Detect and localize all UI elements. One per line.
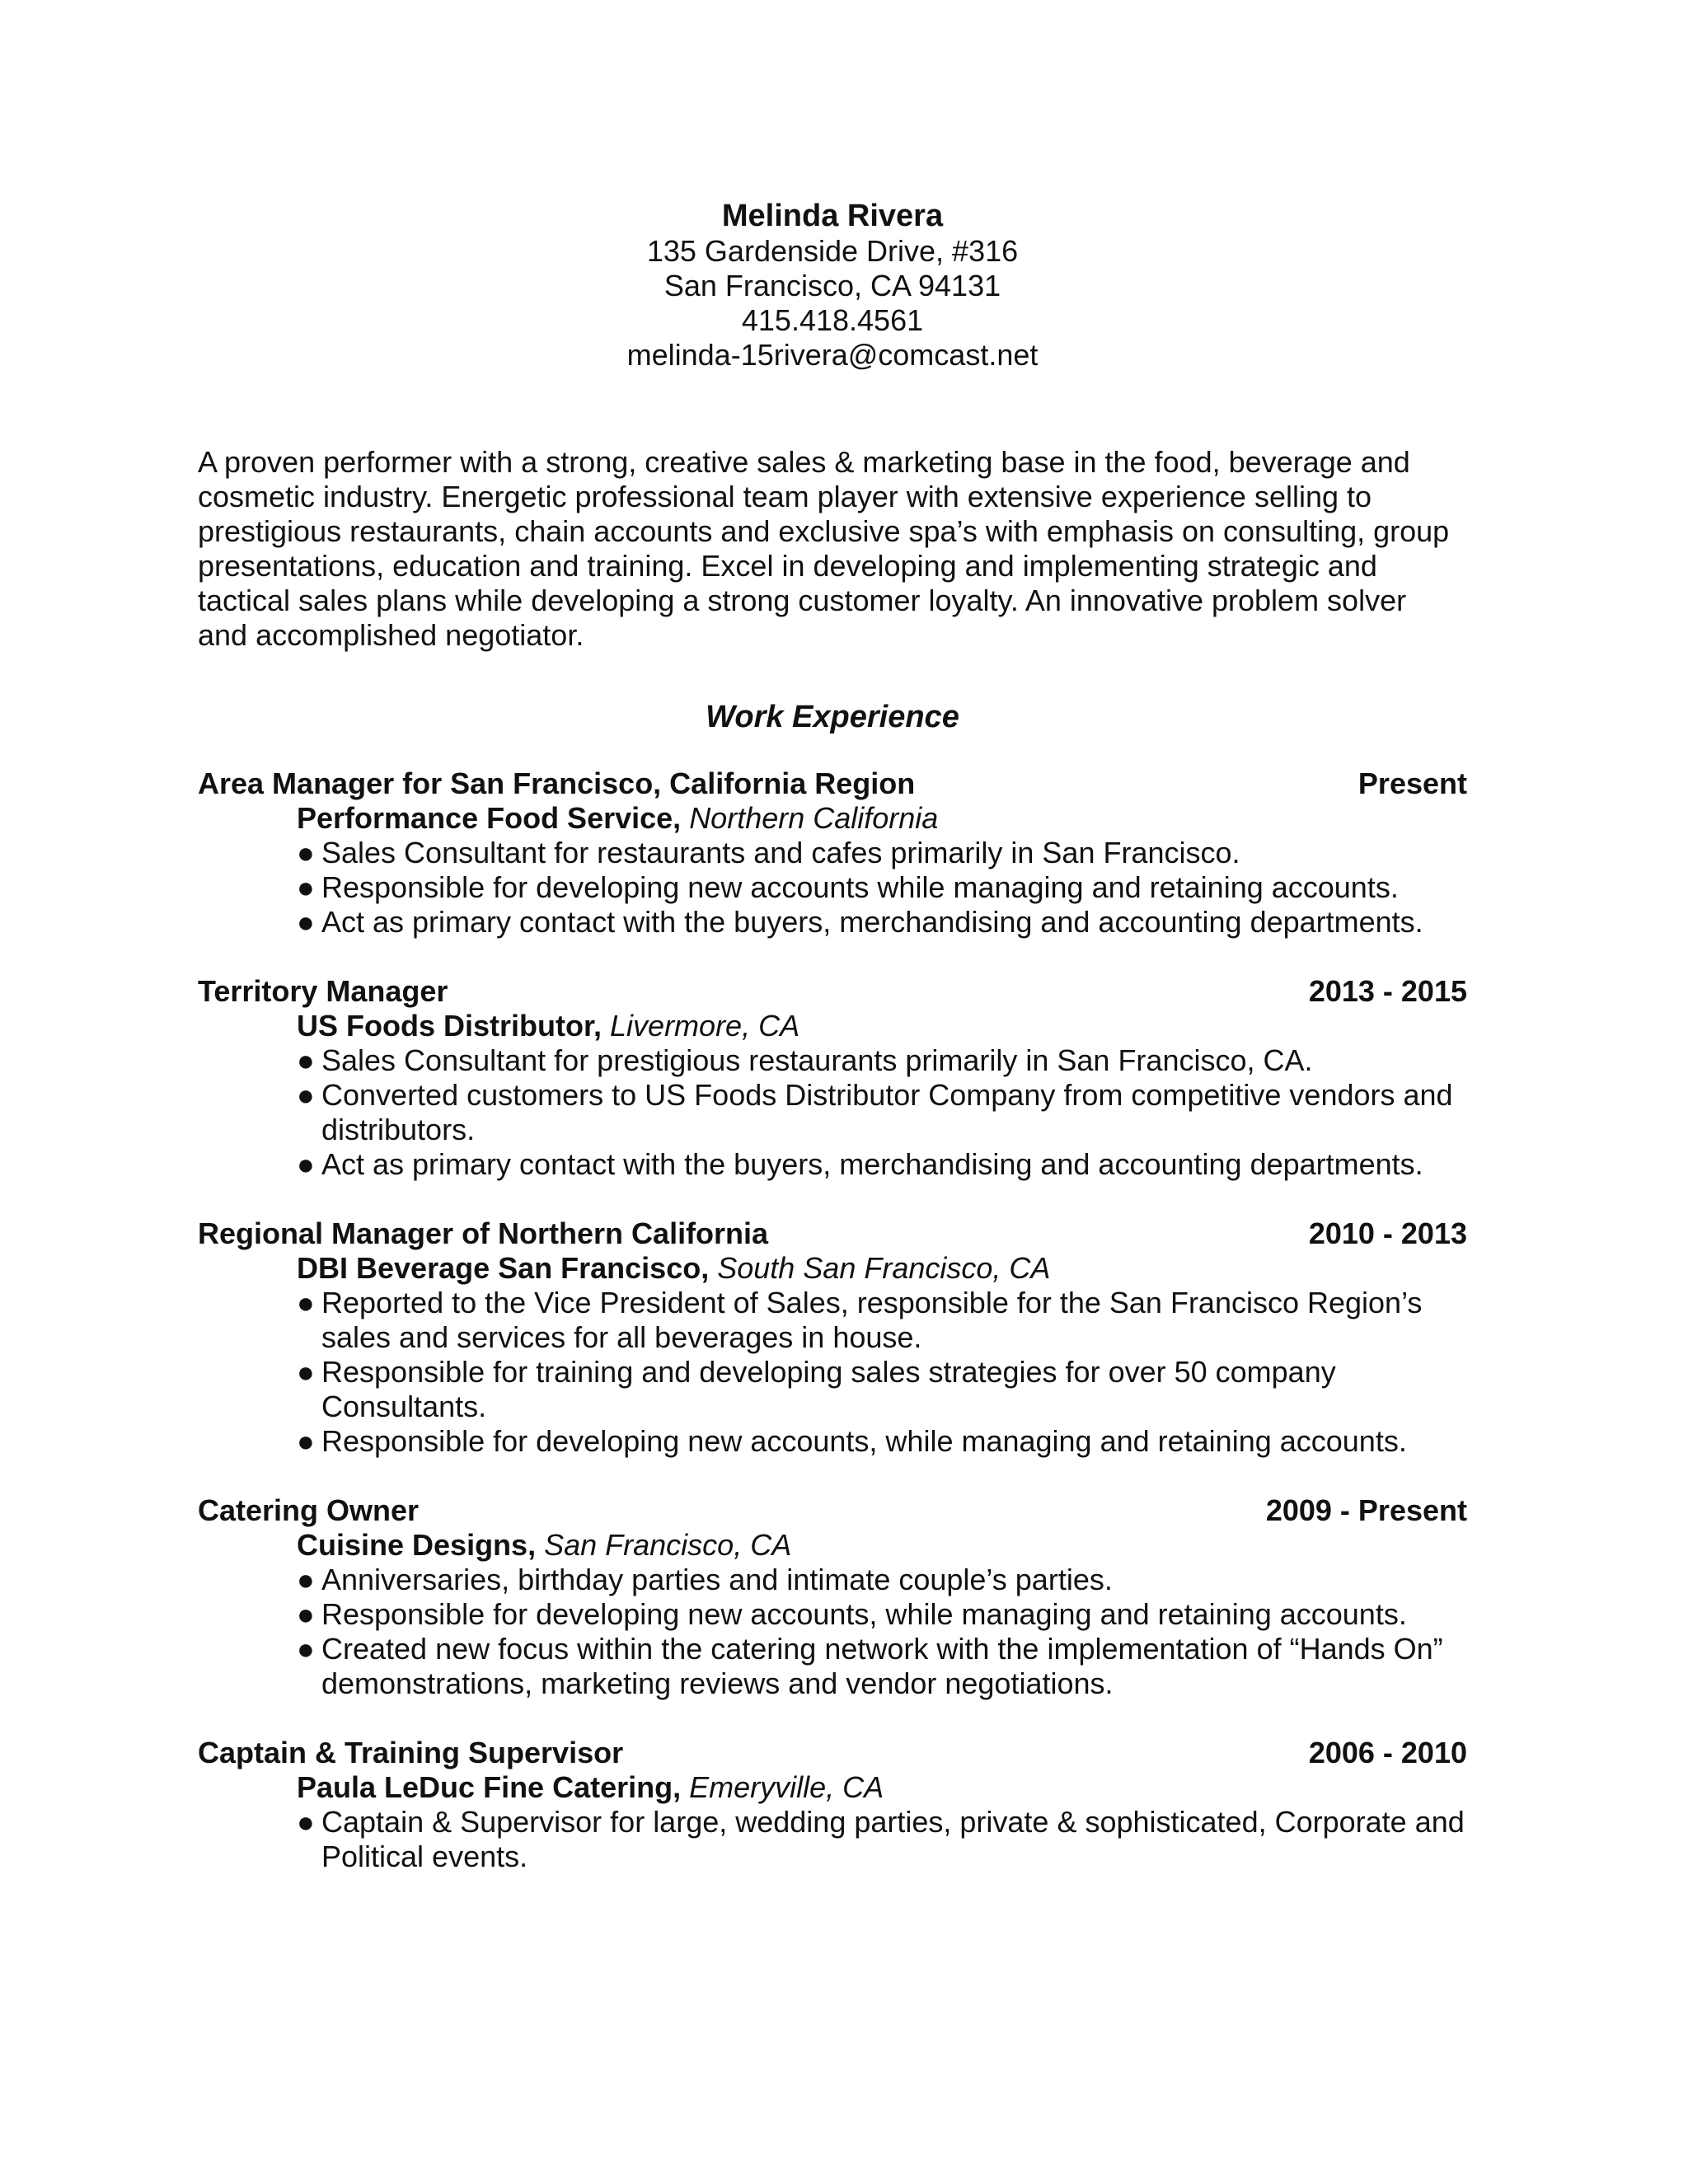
bullet-icon: ● — [297, 1286, 315, 1319]
bullet-text: Act as primary contact with the buyers, merchandising and accounting departments. — [321, 905, 1423, 939]
resume-page — [198, 198, 1467, 1909]
list-item — [297, 905, 1467, 940]
list-item — [297, 1597, 1467, 1632]
job-bullet-list — [198, 1043, 1467, 1182]
job-bullet-list — [198, 1805, 1467, 1874]
job-dates: 2013 - 2015 — [1308, 974, 1467, 1008]
job-company-line — [198, 1528, 1467, 1563]
job-entry — [198, 1736, 1467, 1874]
bullet-icon: ● — [297, 1805, 315, 1839]
job-title: Regional Manager of Northern California — [198, 1216, 769, 1250]
email-address: melinda-15rivera@comcast.net — [626, 338, 1039, 372]
bullet-text: Responsible for training and developing sales strategies for over 50 company Consultants. — [321, 1355, 1336, 1423]
company-location: Northern California — [689, 801, 939, 835]
job-company-line — [198, 801, 1467, 836]
job-entry — [198, 1493, 1467, 1701]
bullet-text: Captain & Supervisor for large, wedding parties, private & sophisticated, Corporate and Political events. — [321, 1805, 1465, 1873]
job-company-line — [198, 1251, 1467, 1286]
job-dates: Present — [1357, 766, 1467, 800]
job-header — [198, 766, 1467, 801]
company-name: DBI Beverage San Francisco, — [297, 1251, 710, 1285]
list-item — [297, 1632, 1467, 1701]
job-bullet-list — [198, 836, 1467, 940]
list-item — [297, 1078, 1467, 1147]
job-entry — [198, 1216, 1467, 1459]
bullet-icon: ● — [297, 1355, 315, 1389]
company-location: South San Francisco, CA — [717, 1251, 1051, 1285]
bullet-text: Act as primary contact with the buyers, merchandising and accounting departments. — [321, 1147, 1423, 1181]
bullet-text: Converted customers to US Foods Distributor Company from competitive vendors and distributors. — [321, 1078, 1453, 1146]
job-bullet-list — [198, 1563, 1467, 1701]
job-dates: 2009 - Present — [1265, 1493, 1467, 1527]
phone-number: 415.418.4561 — [741, 303, 924, 337]
bullet-icon: ● — [297, 836, 315, 869]
work-experience-list — [198, 766, 1467, 1874]
job-header — [198, 1736, 1467, 1770]
section-title-work-experience: Work Experience — [706, 700, 959, 734]
job-title: Territory Manager — [198, 974, 448, 1008]
job-bullet-list — [198, 1286, 1467, 1459]
job-header — [198, 974, 1467, 1009]
company-name: Performance Food Service, — [297, 801, 682, 835]
professional-summary: A proven performer with a strong, creative sales & marketing base in the food, beverage and cosmetic industry. Energetic professional team player with extensive experience selling to prestigious restaurants, chain accounts and exclusive spa’s with emphasis on consulting, group presentations, education and training. Excel in developing and implementing strategic and tactical sales plans while developing a strong customer loyalty. An innovative problem solver and accomplished negotiator. — [198, 445, 1450, 652]
job-dates: 2006 - 2010 — [1308, 1736, 1467, 1769]
bullet-icon: ● — [297, 1424, 315, 1458]
list-item — [297, 1805, 1467, 1874]
job-title: Area Manager for San Francisco, California Region — [198, 766, 916, 800]
address-line-1: 135 Gardenside Drive, #316 — [646, 234, 1019, 268]
bullet-icon: ● — [297, 1632, 315, 1666]
list-item — [297, 836, 1467, 870]
bullet-text: Responsible for developing new accounts while managing and retaining accounts. — [321, 870, 1399, 904]
job-company-line — [198, 1009, 1467, 1043]
company-name: Paula LeDuc Fine Catering, — [297, 1770, 682, 1804]
bullet-text: Responsible for developing new accounts, while managing and retaining accounts. — [321, 1597, 1407, 1631]
list-item — [297, 1286, 1467, 1355]
company-location: Livermore, CA — [610, 1009, 800, 1043]
bullet-text: Created new focus within the catering network with the implementation of “Hands On” demonstrations, marketing reviews and vendor negotiations. — [321, 1632, 1443, 1700]
company-location: San Francisco, CA — [544, 1528, 792, 1562]
bullet-text: Reported to the Vice President of Sales, responsible for the San Francisco Region’s sales and services for all beverages in house. — [321, 1286, 1423, 1354]
bullet-icon: ● — [297, 1563, 315, 1596]
company-name: Cuisine Designs, — [297, 1528, 537, 1562]
bullet-icon: ● — [297, 1147, 315, 1181]
candidate-name: Melinda Rivera — [721, 199, 944, 233]
list-item — [297, 870, 1467, 905]
contact-header — [198, 198, 1467, 373]
bullet-icon: ● — [297, 870, 315, 904]
address-line-2: San Francisco, CA 94131 — [663, 269, 1001, 302]
company-location: Emeryville, CA — [689, 1770, 884, 1804]
bullet-text: Anniversaries, birthday parties and intimate couple’s parties. — [321, 1563, 1113, 1596]
bullet-text: Responsible for developing new accounts, while managing and retaining accounts. — [321, 1424, 1407, 1458]
job-dates: 2010 - 2013 — [1308, 1216, 1467, 1250]
job-title: Captain & Training Supervisor — [198, 1736, 624, 1769]
list-item — [297, 1563, 1467, 1597]
list-item — [297, 1147, 1467, 1182]
bullet-text: Sales Consultant for prestigious restaurants primarily in San Francisco, CA. — [321, 1043, 1313, 1077]
bullet-icon: ● — [297, 1597, 315, 1631]
bullet-icon: ● — [297, 905, 315, 939]
job-header — [198, 1493, 1467, 1528]
job-entry — [198, 974, 1467, 1182]
bullet-icon: ● — [297, 1043, 315, 1077]
bullet-text: Sales Consultant for restaurants and cafes primarily in San Francisco. — [321, 836, 1240, 869]
job-company-line — [198, 1770, 1467, 1805]
job-entry — [198, 766, 1467, 940]
bullet-icon: ● — [297, 1078, 315, 1112]
list-item — [297, 1043, 1467, 1078]
company-name: US Foods Distributor, — [297, 1009, 603, 1043]
list-item — [297, 1424, 1467, 1459]
job-title: Catering Owner — [198, 1493, 420, 1527]
list-item — [297, 1355, 1467, 1424]
job-header — [198, 1216, 1467, 1251]
